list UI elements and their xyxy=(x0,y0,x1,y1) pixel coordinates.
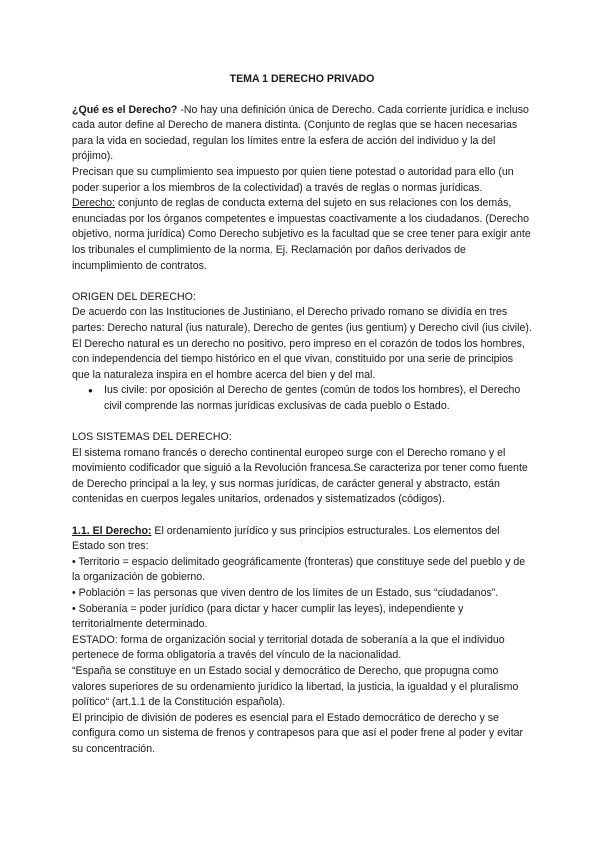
definition-term: Derecho: xyxy=(72,197,115,210)
division-poderes-paragraph: El principio de división de poderes es esencial para el Estado democrático de derecho y se configura como un sistema de frenos y contrapesos para que así el poder frene al poder y evitar su concentración. xyxy=(72,711,524,755)
soberania-item: • Soberanía = poder jurídico (para dictar y hacer cumplir las leyes), independiente y territorialmente determinado. xyxy=(72,602,464,631)
estado-definition: ESTADO: forma de organización social y territorial dotada de soberanía a la que el individuo pertenece de forma obligatoria a través del vínculo de la nacionalidad. xyxy=(72,633,505,662)
origen-bullet-list xyxy=(72,383,532,414)
poblacion-item: • Población = las personas que viven dentro de los límites de un Estado, sus “ciudadanos”. xyxy=(72,587,499,599)
intro-question: ¿Qué es el Derecho? xyxy=(72,103,178,116)
sistemas-heading: LOS SISTEMAS DEL DERECHO: xyxy=(72,431,232,444)
document-page xyxy=(72,72,532,758)
section-1-1-intro xyxy=(72,524,532,555)
intro-paragraph-2: Precisan que su cumplimiento sea impuesto por quien tiene potestad o autoridad para ello (un poder superior a los miembros de la colectividad) a través de reglas o normas jurídicas. xyxy=(72,165,514,194)
constitution-quote: “España se constituye en un Estado social y democrático de Derecho, que propugna como valores superiores de su ordenamiento jurídico la libertad, la justicia, la igualdad y el pluralismo político“ (art.1.1 de la Constitución española). xyxy=(72,664,519,709)
territorio-item: • Territorio = espacio delimitado geográficamente (fronteras) que constituye sede del pueblo y de la organización de gobierno. xyxy=(72,555,526,584)
document-title: TEMA 1 DERECHO PRIVADO xyxy=(229,73,375,85)
intro-text-1: -No hay una definición única de Derecho. Cada corriente jurídica e incluso cada autor define al Derecho de manera distinta. (Conjunto de reglas que se hacen necesarias para la vida en sociedad, regulan los límites entre la esfera de acción del individuo y la del prójimo). xyxy=(72,103,529,163)
definition-text: conjunto de reglas de conducta externa del sujeto en sus relaciones con los demás, enunciadas por los órganos competentes e impuestas coactivamente a los ciudadanos. (Derecho objetivo, norma jurídica) Como Derecho subjetivo es la facultad que se cree tener para exigir ante los tribunales el cumplimiento de la norma. Ej. Reclamación por daños derivados de incumplimiento de contratos. xyxy=(72,197,531,272)
intro-definition xyxy=(72,196,532,274)
section-1-1-heading: 1.1. El Derecho: xyxy=(72,524,152,537)
section-1-1-text: El ordenamiento jurídico y sus principios estructurales. Los elementos del Estado son tres: xyxy=(72,524,500,553)
intro-paragraph-1 xyxy=(72,103,532,165)
list-item: ● Ius civile: por oposición al Derecho de gentes (común de todos los hombres), el Derecho civil comprende las normas jurídicas exclusivas de cada pueblo o Estado. xyxy=(104,383,532,414)
origen-paragraph: De acuerdo con las Instituciones de Justiniano, el Derecho privado romano se dividía en tres partes: Derecho natural (ius naturale), Derecho de gentes (ius gentium) y Derecho civil (ius civile). El Derecho natural es un derecho no positivo, pero impreso en el corazón de todos los hombres, con independencia del tiempo histórico en el que vivan, constituido por una serie de principios que la naturaleza inspira en el hombre acerca del bien y del mal. xyxy=(72,306,532,381)
sistemas-paragraph: El sistema romano francés o derecho continental europeo surge con el Derecho romano y el movimiento codificador que siguió a la Revolución francesa.Se caracteriza por tener como fuente de Derecho principal a la ley, y sus normas jurídicas, de carácter general y abstracto, están contenidas en cuerpos legales unitarios, ordenados y sistematizados (códigos). xyxy=(72,446,528,506)
origen-heading: ORIGEN DEL DERECHO: xyxy=(72,290,196,303)
